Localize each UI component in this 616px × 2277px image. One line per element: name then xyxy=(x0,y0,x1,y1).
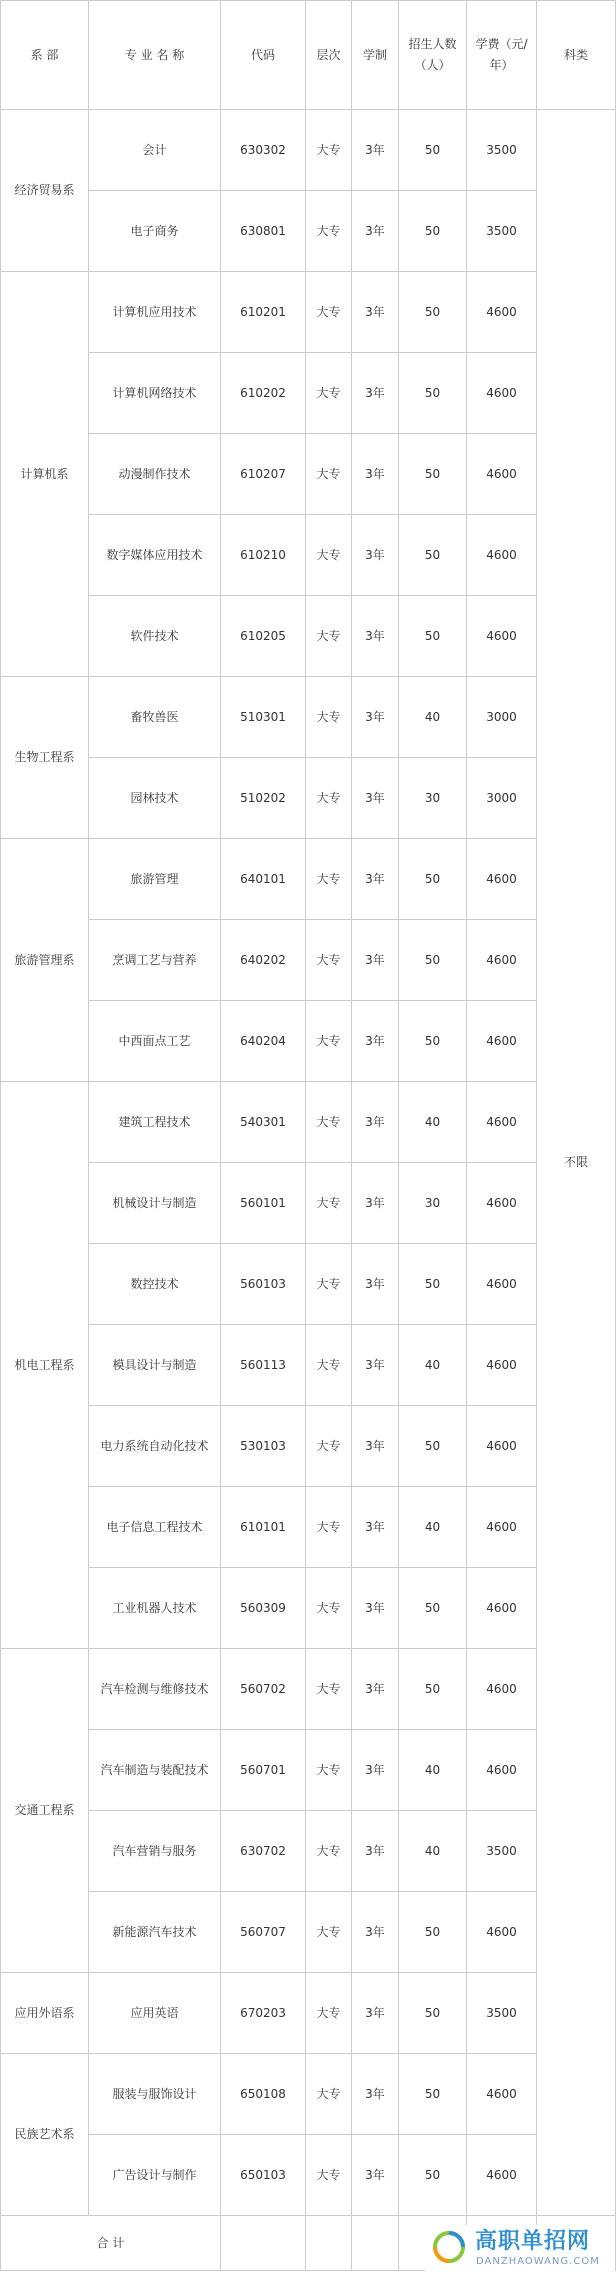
level-cell: 大专 xyxy=(306,434,352,515)
enroll-cell: 50 xyxy=(399,272,467,353)
years-cell: 3年 xyxy=(352,1406,399,1487)
major-code: 560101 xyxy=(221,1163,306,1244)
major-code: 610201 xyxy=(221,272,306,353)
fee-cell: 4600 xyxy=(467,1892,537,1973)
enroll-cell: 50 xyxy=(399,596,467,677)
enroll-cell: 50 xyxy=(399,2135,467,2216)
fee-cell: 4600 xyxy=(467,1406,537,1487)
table-row xyxy=(1,677,616,758)
table-row xyxy=(1,1892,616,1973)
department-name: 机电工程系 xyxy=(1,1082,89,1649)
major-name: 汽车营销与服务 xyxy=(89,1811,221,1892)
fee-cell: 3500 xyxy=(467,110,537,191)
major-name: 新能源汽车技术 xyxy=(89,1892,221,1973)
enroll-cell: 50 xyxy=(399,920,467,1001)
major-code: 670203 xyxy=(221,1973,306,2054)
enroll-cell: 50 xyxy=(399,191,467,272)
header-enroll: 招生人数（人） xyxy=(399,1,467,110)
years-cell: 3年 xyxy=(352,2054,399,2135)
major-name: 数控技术 xyxy=(89,1244,221,1325)
level-cell: 大专 xyxy=(306,1082,352,1163)
enroll-cell: 50 xyxy=(399,1568,467,1649)
major-code: 560103 xyxy=(221,1244,306,1325)
enroll-cell: 50 xyxy=(399,110,467,191)
level-cell: 大专 xyxy=(306,1001,352,1082)
major-name: 烹调工艺与营养 xyxy=(89,920,221,1001)
major-code: 560701 xyxy=(221,1730,306,1811)
major-name: 旅游管理 xyxy=(89,839,221,920)
level-cell: 大专 xyxy=(306,758,352,839)
major-name: 中西面点工艺 xyxy=(89,1001,221,1082)
subject-cell: 不限 xyxy=(537,110,616,2216)
major-name: 机械设计与制造 xyxy=(89,1163,221,1244)
header-years: 学制 xyxy=(352,1,399,110)
table-row xyxy=(1,1811,616,1892)
enroll-cell: 50 xyxy=(399,515,467,596)
enroll-cell: 50 xyxy=(399,2054,467,2135)
level-cell: 大专 xyxy=(306,515,352,596)
major-name: 汽车检测与维修技术 xyxy=(89,1649,221,1730)
major-code: 610101 xyxy=(221,1487,306,1568)
header-code: 代码 xyxy=(221,1,306,110)
major-name: 数字媒体应用技术 xyxy=(89,515,221,596)
fee-cell: 4600 xyxy=(467,920,537,1001)
table-row xyxy=(1,839,616,920)
fee-cell: 4600 xyxy=(467,272,537,353)
header-fee: 学费（元/年） xyxy=(467,1,537,110)
years-cell: 3年 xyxy=(352,2135,399,2216)
major-name: 动漫制作技术 xyxy=(89,434,221,515)
major-code: 630702 xyxy=(221,1811,306,1892)
department-name: 计算机系 xyxy=(1,272,89,677)
major-name: 计算机网络技术 xyxy=(89,353,221,434)
years-cell: 3年 xyxy=(352,1001,399,1082)
years-cell: 3年 xyxy=(352,1082,399,1163)
fee-cell: 4600 xyxy=(467,353,537,434)
table-row xyxy=(1,1082,616,1163)
major-name: 应用英语 xyxy=(89,1973,221,2054)
table-row xyxy=(1,1244,616,1325)
level-cell: 大专 xyxy=(306,1487,352,1568)
years-cell: 3年 xyxy=(352,1730,399,1811)
level-cell: 大专 xyxy=(306,2054,352,2135)
fee-cell: 4600 xyxy=(467,596,537,677)
major-code: 610202 xyxy=(221,353,306,434)
years-cell: 3年 xyxy=(352,1325,399,1406)
level-cell: 大专 xyxy=(306,1163,352,1244)
major-code: 510202 xyxy=(221,758,306,839)
enroll-cell: 50 xyxy=(399,1001,467,1082)
level-cell: 大专 xyxy=(306,677,352,758)
fee-cell: 4600 xyxy=(467,1568,537,1649)
enroll-cell: 50 xyxy=(399,1973,467,2054)
table-row xyxy=(1,110,616,191)
enroll-cell: 50 xyxy=(399,434,467,515)
header-dept: 系 部 xyxy=(1,1,89,110)
level-cell: 大专 xyxy=(306,1649,352,1730)
major-name: 畜牧兽医 xyxy=(89,677,221,758)
major-code: 530103 xyxy=(221,1406,306,1487)
years-cell: 3年 xyxy=(352,1163,399,1244)
enroll-cell: 30 xyxy=(399,1163,467,1244)
total-empty-cell xyxy=(221,2216,306,2271)
fee-cell: 4600 xyxy=(467,1649,537,1730)
fee-cell: 4600 xyxy=(467,1082,537,1163)
major-name: 建筑工程技术 xyxy=(89,1082,221,1163)
years-cell: 3年 xyxy=(352,1244,399,1325)
major-name: 电子商务 xyxy=(89,191,221,272)
major-name: 广告设计与制作 xyxy=(89,2135,221,2216)
enroll-cell: 40 xyxy=(399,1811,467,1892)
enroll-cell: 40 xyxy=(399,1487,467,1568)
fee-cell: 4600 xyxy=(467,2054,537,2135)
level-cell: 大专 xyxy=(306,1325,352,1406)
fee-cell: 3000 xyxy=(467,677,537,758)
major-code: 610210 xyxy=(221,515,306,596)
years-cell: 3年 xyxy=(352,1487,399,1568)
fee-cell: 4600 xyxy=(467,2135,537,2216)
header-row xyxy=(1,1,616,110)
department-name: 旅游管理系 xyxy=(1,839,89,1082)
years-cell: 3年 xyxy=(352,758,399,839)
enroll-cell: 40 xyxy=(399,1730,467,1811)
years-cell: 3年 xyxy=(352,839,399,920)
major-code: 540301 xyxy=(221,1082,306,1163)
total-empty-cell xyxy=(352,2216,399,2271)
site-watermark-logo xyxy=(425,2225,615,2275)
table-row xyxy=(1,1325,616,1406)
fee-cell: 4600 xyxy=(467,1001,537,1082)
major-code: 560309 xyxy=(221,1568,306,1649)
level-cell: 大专 xyxy=(306,110,352,191)
years-cell: 3年 xyxy=(352,353,399,434)
level-cell: 大专 xyxy=(306,1568,352,1649)
total-empty-cell xyxy=(306,2216,352,2271)
header-major: 专 业 名 称 xyxy=(89,1,221,110)
header-level: 层次 xyxy=(306,1,352,110)
major-name: 服装与服饰设计 xyxy=(89,2054,221,2135)
level-cell: 大专 xyxy=(306,839,352,920)
enroll-cell: 40 xyxy=(399,677,467,758)
major-name: 电子信息工程技术 xyxy=(89,1487,221,1568)
level-cell: 大专 xyxy=(306,1244,352,1325)
department-name: 交通工程系 xyxy=(1,1649,89,1973)
fee-cell: 3500 xyxy=(467,1973,537,2054)
major-code: 640204 xyxy=(221,1001,306,1082)
years-cell: 3年 xyxy=(352,434,399,515)
years-cell: 3年 xyxy=(352,677,399,758)
table-row xyxy=(1,596,616,677)
enroll-cell: 40 xyxy=(399,1082,467,1163)
level-cell: 大专 xyxy=(306,1811,352,1892)
fee-cell: 4600 xyxy=(467,434,537,515)
years-cell: 3年 xyxy=(352,1568,399,1649)
logo-swirl-icon xyxy=(431,2229,467,2265)
major-code: 610205 xyxy=(221,596,306,677)
enroll-cell: 50 xyxy=(399,1244,467,1325)
level-cell: 大专 xyxy=(306,920,352,1001)
fee-cell: 4600 xyxy=(467,1163,537,1244)
table-row xyxy=(1,920,616,1001)
table-row xyxy=(1,1649,616,1730)
enroll-cell: 50 xyxy=(399,353,467,434)
years-cell: 3年 xyxy=(352,1811,399,1892)
fee-cell: 4600 xyxy=(467,515,537,596)
level-cell: 大专 xyxy=(306,353,352,434)
major-name: 汽车制造与装配技术 xyxy=(89,1730,221,1811)
table-row xyxy=(1,1487,616,1568)
fee-cell: 4600 xyxy=(467,839,537,920)
fee-cell: 4600 xyxy=(467,1730,537,1811)
enroll-cell: 50 xyxy=(399,839,467,920)
table-row xyxy=(1,272,616,353)
major-code: 610207 xyxy=(221,434,306,515)
level-cell: 大专 xyxy=(306,596,352,677)
years-cell: 3年 xyxy=(352,110,399,191)
major-name: 会计 xyxy=(89,110,221,191)
fee-cell: 4600 xyxy=(467,1244,537,1325)
level-cell: 大专 xyxy=(306,272,352,353)
table-row xyxy=(1,758,616,839)
table-row xyxy=(1,515,616,596)
major-name: 软件技术 xyxy=(89,596,221,677)
table-row xyxy=(1,1568,616,1649)
header-subject: 科类 xyxy=(537,1,616,110)
table-row xyxy=(1,353,616,434)
major-name: 模具设计与制造 xyxy=(89,1325,221,1406)
major-code: 630302 xyxy=(221,110,306,191)
fee-cell: 3000 xyxy=(467,758,537,839)
table-row xyxy=(1,2135,616,2216)
level-cell: 大专 xyxy=(306,2135,352,2216)
major-code: 560707 xyxy=(221,1892,306,1973)
table-row xyxy=(1,1406,616,1487)
fee-cell: 3500 xyxy=(467,191,537,272)
total-label: 合 计 xyxy=(1,2216,221,2271)
table-row xyxy=(1,1163,616,1244)
table-row xyxy=(1,1001,616,1082)
department-name: 民族艺术系 xyxy=(1,2054,89,2216)
department-name: 生物工程系 xyxy=(1,677,89,839)
major-code: 560702 xyxy=(221,1649,306,1730)
enroll-cell: 50 xyxy=(399,1406,467,1487)
years-cell: 3年 xyxy=(352,272,399,353)
major-code: 510301 xyxy=(221,677,306,758)
major-name: 园林技术 xyxy=(89,758,221,839)
level-cell: 大专 xyxy=(306,1892,352,1973)
major-code: 650108 xyxy=(221,2054,306,2135)
major-name: 电力系统自动化技术 xyxy=(89,1406,221,1487)
years-cell: 3年 xyxy=(352,191,399,272)
department-name: 经济贸易系 xyxy=(1,110,89,272)
years-cell: 3年 xyxy=(352,1973,399,2054)
level-cell: 大专 xyxy=(306,191,352,272)
major-name: 计算机应用技术 xyxy=(89,272,221,353)
major-code: 650103 xyxy=(221,2135,306,2216)
major-name: 工业机器人技术 xyxy=(89,1568,221,1649)
table-row xyxy=(1,2054,616,2135)
enroll-cell: 40 xyxy=(399,1325,467,1406)
major-code: 560113 xyxy=(221,1325,306,1406)
major-code: 630801 xyxy=(221,191,306,272)
fee-cell: 4600 xyxy=(467,1325,537,1406)
years-cell: 3年 xyxy=(352,596,399,677)
logo-subtitle: DANZHAOWANG.COM xyxy=(476,2256,600,2267)
years-cell: 3年 xyxy=(352,1649,399,1730)
fee-cell: 3500 xyxy=(467,1811,537,1892)
table-row xyxy=(1,1973,616,2054)
department-name: 应用外语系 xyxy=(1,1973,89,2054)
major-code: 640202 xyxy=(221,920,306,1001)
years-cell: 3年 xyxy=(352,920,399,1001)
level-cell: 大专 xyxy=(306,1406,352,1487)
enroll-cell: 50 xyxy=(399,1892,467,1973)
logo-title: 高职单招网 xyxy=(475,2229,591,2254)
fee-cell: 4600 xyxy=(467,1487,537,1568)
table-row xyxy=(1,191,616,272)
table-row xyxy=(1,434,616,515)
level-cell: 大专 xyxy=(306,1973,352,2054)
enroll-cell: 30 xyxy=(399,758,467,839)
table-row xyxy=(1,1730,616,1811)
major-code: 640101 xyxy=(221,839,306,920)
years-cell: 3年 xyxy=(352,1892,399,1973)
years-cell: 3年 xyxy=(352,515,399,596)
enroll-cell: 50 xyxy=(399,1649,467,1730)
level-cell: 大专 xyxy=(306,1730,352,1811)
